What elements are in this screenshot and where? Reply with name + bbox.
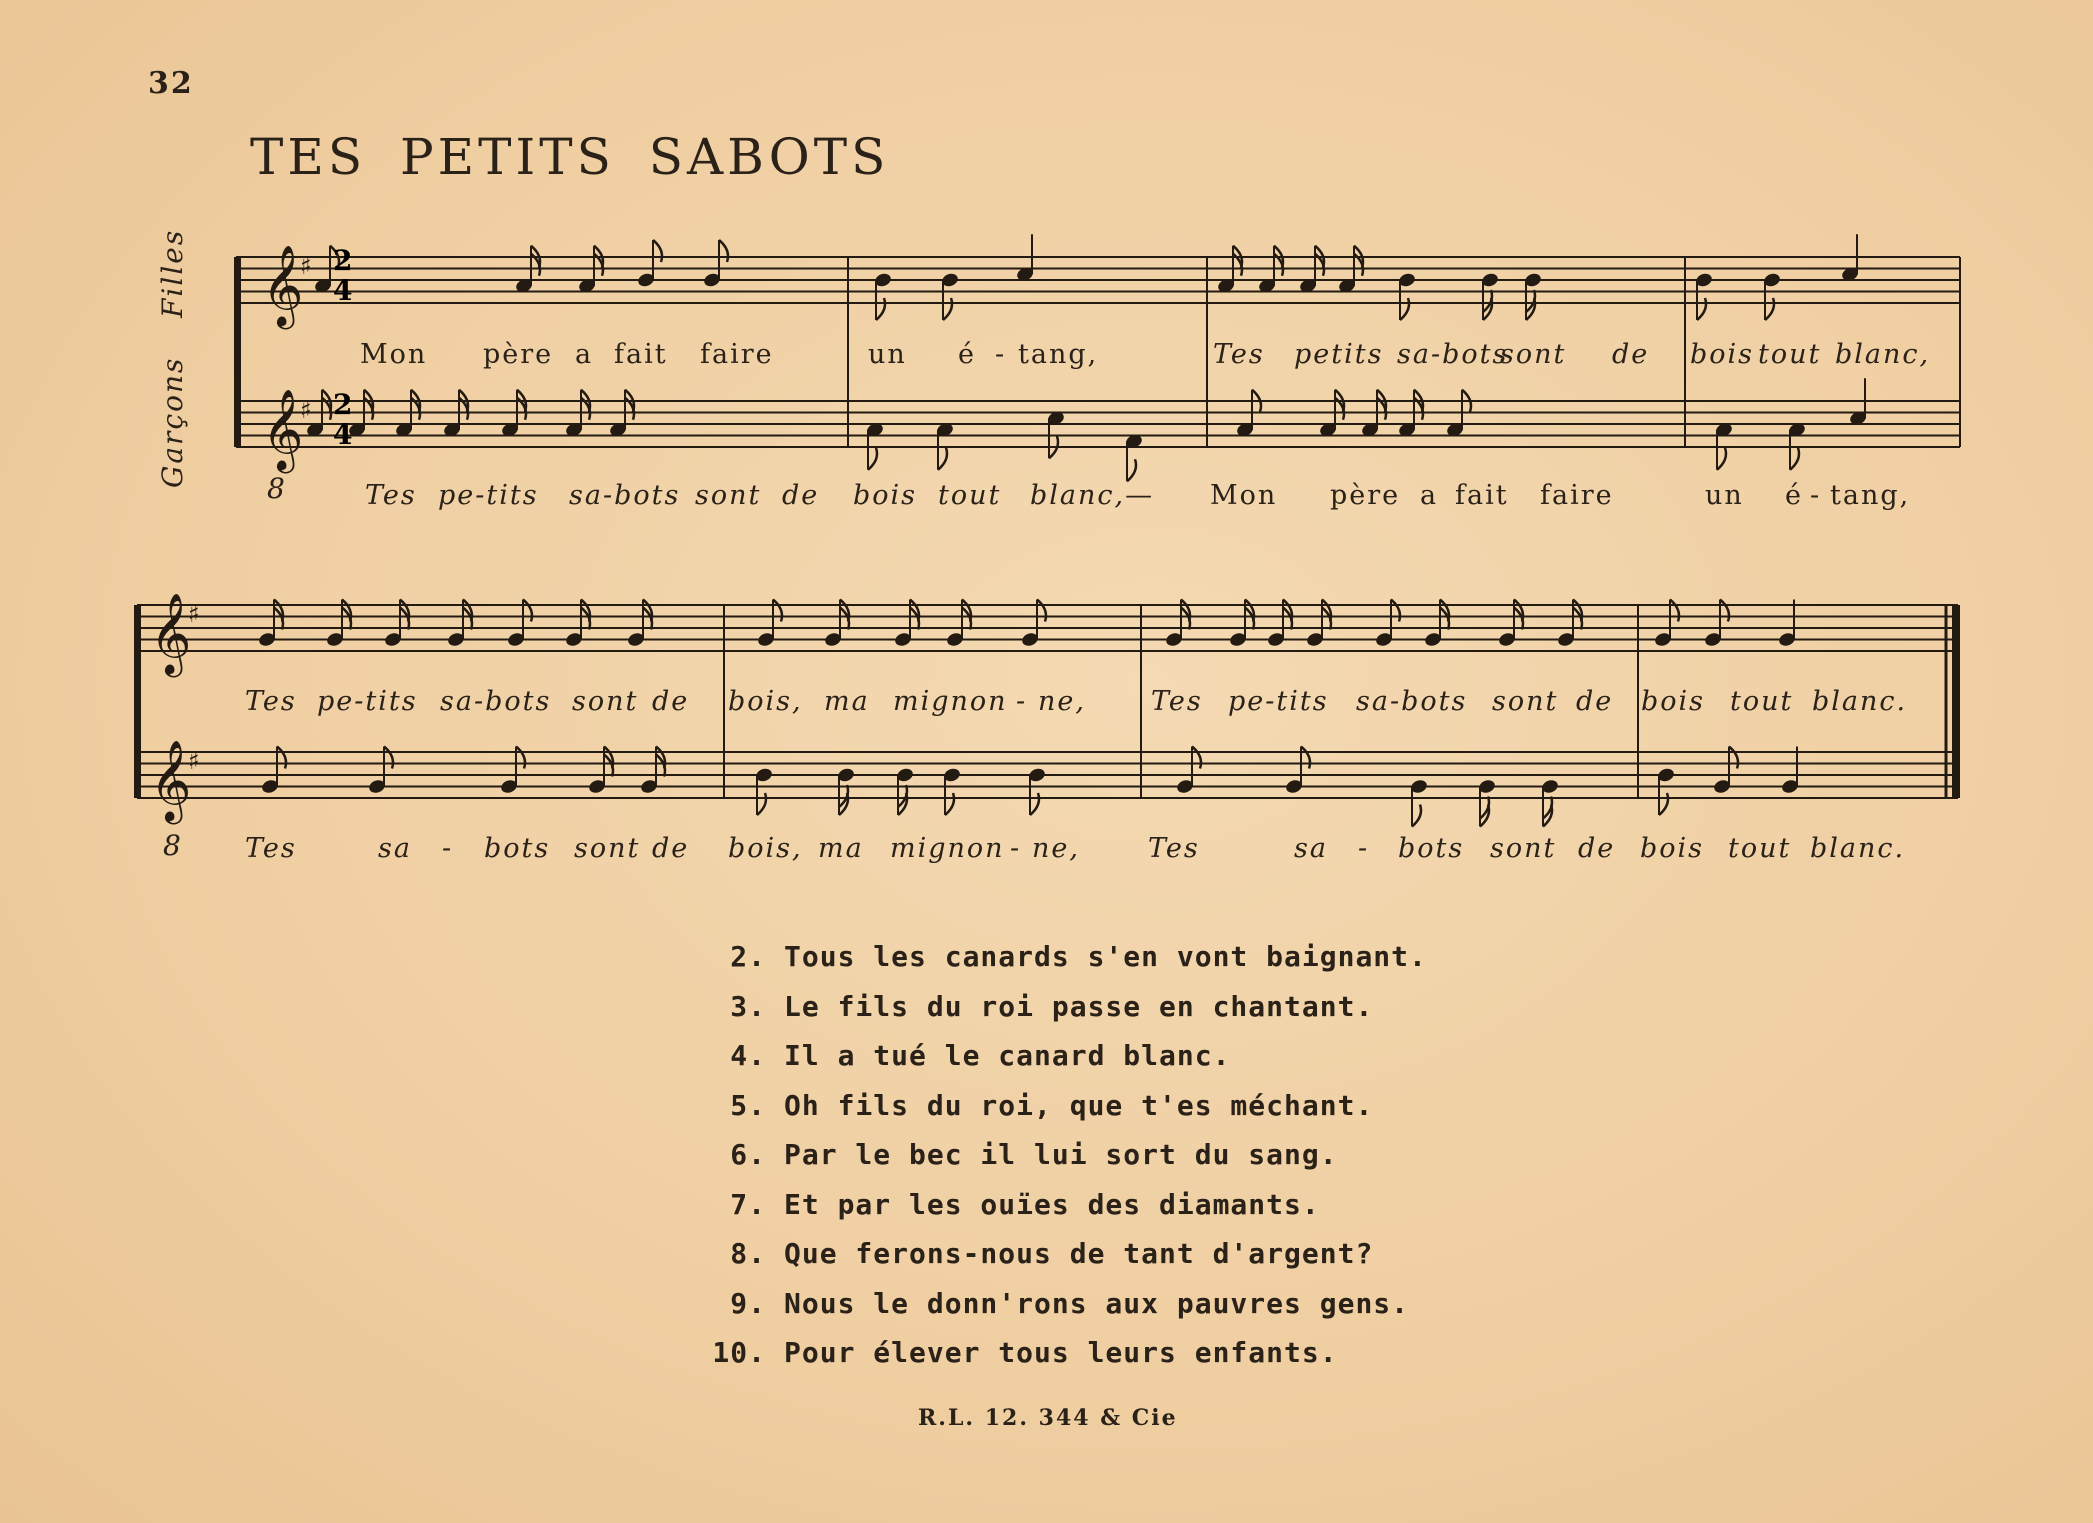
lyric-word: - <box>1010 833 1022 864</box>
lyric-word: fait <box>1455 480 1509 511</box>
note-flag <box>523 600 532 622</box>
lyric-word: bois <box>853 480 918 511</box>
lyric-word: sont <box>572 686 639 717</box>
verse-line <box>700 1130 1500 1180</box>
note-flag <box>1127 459 1136 481</box>
lyric-word: tout <box>938 480 1002 511</box>
time-signature-bottom-lower: 4 <box>333 418 353 451</box>
lyric-word: - <box>995 339 1007 370</box>
lyric-word: bots <box>1398 833 1465 864</box>
verse-line <box>700 1031 1500 1081</box>
lyric-word: tout <box>1758 339 1822 370</box>
page-number: 32 <box>148 66 194 101</box>
treble-clef-icon: 𝄞 <box>150 592 192 674</box>
verse-text: Il a tué le canard blanc. <box>784 1039 1231 1072</box>
lyric-word: sont <box>574 833 641 864</box>
lyric-word: Tes <box>1213 339 1265 370</box>
lyric-word: faire <box>700 339 774 370</box>
lyric-word: Tes <box>1151 686 1203 717</box>
lyrics-system2-lower <box>245 833 1905 864</box>
lyric-word: Tes <box>365 480 417 511</box>
lyric-word: tang, <box>1830 480 1911 511</box>
system-bracket <box>234 257 241 447</box>
lyric-word: sont <box>695 480 762 511</box>
lyric-word: blanc. <box>1812 686 1908 717</box>
verse-line <box>700 932 1500 982</box>
lyric-word: ne, <box>1032 833 1080 864</box>
sharp-icon: ♯ <box>188 600 200 628</box>
lyric-word: père <box>483 339 554 370</box>
verse-text: Oh fils du roi, que t'es méchant. <box>784 1088 1374 1122</box>
lyric-word: sont <box>1500 339 1567 370</box>
sharp-icon: ♯ <box>300 396 312 424</box>
verse-number: 6. <box>730 1138 766 1171</box>
lyric-word: Mon <box>1210 480 1278 511</box>
system-bracket <box>134 605 141 798</box>
lyric-word: - <box>1016 686 1028 717</box>
note-flag <box>773 600 782 622</box>
lyric-word: tout <box>1728 833 1792 864</box>
note-flag <box>868 448 877 470</box>
verse-number: 3. <box>730 989 766 1023</box>
octave-marker-1: 8 <box>267 472 287 505</box>
lyric-word: blanc, <box>1835 339 1931 370</box>
time-signature-top-lower: 2 <box>333 388 353 421</box>
verse-line <box>700 982 1500 1032</box>
lyric-word: tang, <box>1018 339 1099 370</box>
song-title: TES PETITS SABOTS <box>250 128 890 186</box>
lyric-word: é <box>958 339 976 370</box>
note-flag <box>1790 448 1799 470</box>
verse-text: Que ferons-nous de tant d'argent? <box>784 1237 1374 1270</box>
lyric-word: bois, <box>728 686 803 717</box>
note-flag <box>1670 600 1679 622</box>
lyric-word: bois <box>1640 833 1705 864</box>
verse-text: Tous les canards s'en vont baignant. <box>784 940 1427 973</box>
lyric-word: pe-tits <box>438 480 539 511</box>
verse-text: Nous le donn'rons aux pauvres gens. <box>784 1286 1410 1320</box>
lyric-word: tout <box>1730 686 1794 717</box>
lyric-word: fait <box>614 339 668 370</box>
lyric-word: blanc. <box>1810 833 1906 864</box>
verse-line <box>700 1180 1500 1230</box>
lyric-word: - <box>1358 833 1370 864</box>
lyric-word: sa <box>378 833 412 864</box>
lyric-word: Tes <box>245 833 297 864</box>
lyric-word: Tes <box>245 686 297 717</box>
lyric-word: de <box>1578 833 1616 864</box>
note-flag <box>1030 793 1039 815</box>
verse-text: Par le bec il lui sort du sang. <box>784 1138 1338 1171</box>
note-flag <box>1659 793 1668 815</box>
verse-line <box>700 1279 1500 1329</box>
note-flag <box>1697 298 1706 320</box>
printer-imprint: R.L. 12. 344 & Cie <box>918 1405 1178 1431</box>
note-flag <box>719 240 728 262</box>
note-flag <box>1192 747 1201 769</box>
lyric-word: é <box>1785 480 1803 511</box>
lyric-word: bots <box>484 833 551 864</box>
verse-list <box>700 932 1500 1378</box>
lyric-word: sa-bots <box>569 480 681 511</box>
lyric-word: sa-bots <box>1356 686 1468 717</box>
lyric-word: bois, <box>728 833 803 864</box>
lyric-word: ma <box>824 686 870 717</box>
verse-text: Le fils du roi passe en chantant. <box>784 989 1374 1023</box>
lyric-word: de <box>1576 686 1614 717</box>
lyric-word: pe-tits <box>1228 686 1329 717</box>
note-flag <box>1037 600 1046 622</box>
lyric-word: de <box>652 686 690 717</box>
note-flag <box>516 747 525 769</box>
verse-text: Pour élever tous leurs enfants. <box>784 1336 1338 1369</box>
lyric-word: de <box>1612 339 1650 370</box>
verse-line <box>700 1081 1500 1131</box>
treble-clef-icon: 𝄞 <box>262 388 304 470</box>
note-flag <box>1729 747 1738 769</box>
lyric-word: pe-tits <box>317 686 418 717</box>
verse-line <box>700 1229 1500 1279</box>
time-signature-bottom-upper: 4 <box>333 274 353 307</box>
lyric-word: petits <box>1294 339 1384 370</box>
note-flag <box>1717 448 1726 470</box>
note-flag <box>943 298 952 320</box>
lyric-word: bois <box>1690 339 1755 370</box>
lyric-word: a <box>575 339 594 370</box>
note-flag <box>1301 747 1310 769</box>
lyric-word: mignon <box>890 833 1005 864</box>
lyric-word: bois <box>1641 686 1706 717</box>
lyric-word: sa-bots <box>440 686 552 717</box>
lyric-word: - <box>442 833 454 864</box>
lyrics-system1-upper <box>360 339 1930 370</box>
lyric-word: - <box>1810 480 1822 511</box>
lyric-word: sont <box>1490 833 1557 864</box>
lyric-word: mignon <box>893 686 1008 717</box>
note-flag <box>653 240 662 262</box>
lyric-word: de <box>782 480 820 511</box>
verse-number: 7. <box>730 1187 766 1221</box>
notes <box>257 234 1867 826</box>
note-flag <box>277 747 286 769</box>
lyric-word: sa-bots <box>1397 339 1509 370</box>
note-flag <box>1400 298 1409 320</box>
time-signature-top-upper: 2 <box>333 244 353 277</box>
note-flag <box>384 747 393 769</box>
note-flag <box>1765 298 1774 320</box>
verse-text: Et par les ouïes des diamants. <box>784 1187 1320 1221</box>
lyric-word: sont <box>1492 686 1559 717</box>
octave-marker-2: 8 <box>163 829 183 862</box>
lyrics-system2-upper <box>245 686 1907 717</box>
lyric-word: ma <box>818 833 864 864</box>
lyric-word: sa <box>1294 833 1328 864</box>
voice-label-upper: Filles <box>156 228 189 318</box>
lyric-word: Mon <box>360 339 428 370</box>
note-flag <box>1412 805 1421 827</box>
verse-number: 4. <box>730 1039 766 1072</box>
treble-clef-icon: 𝄞 <box>262 244 304 326</box>
verse-number: 9. <box>730 1286 766 1320</box>
sharp-icon: ♯ <box>300 252 312 280</box>
lyric-word: Tes <box>1148 833 1200 864</box>
note-flag <box>1720 600 1729 622</box>
verse-number: 2. <box>730 940 766 973</box>
verse-number: 10. <box>712 1336 766 1369</box>
note-flag <box>945 793 954 815</box>
lyric-word: a <box>1420 480 1439 511</box>
note-flag <box>938 448 947 470</box>
treble-clef-icon: 𝄞 <box>150 739 192 821</box>
note-flag <box>876 298 885 320</box>
verse-line <box>700 1328 1500 1378</box>
verse-number: 8. <box>730 1237 766 1270</box>
lyric-word: un <box>1705 480 1744 511</box>
lyric-word: blanc,— <box>1030 480 1155 511</box>
staves <box>134 244 1960 824</box>
sharp-icon: ♯ <box>188 747 200 775</box>
lyric-word: un <box>868 339 907 370</box>
lyrics-system1-lower <box>365 480 1910 511</box>
voice-label-lower: Garçons <box>156 356 189 488</box>
note-flag <box>1391 600 1400 622</box>
lyric-word: père <box>1330 480 1401 511</box>
lyric-word: de <box>652 833 690 864</box>
lyric-word: faire <box>1540 480 1614 511</box>
note-flag <box>757 793 766 815</box>
lyric-word: ne, <box>1038 686 1086 717</box>
verse-number: 5. <box>730 1088 766 1122</box>
